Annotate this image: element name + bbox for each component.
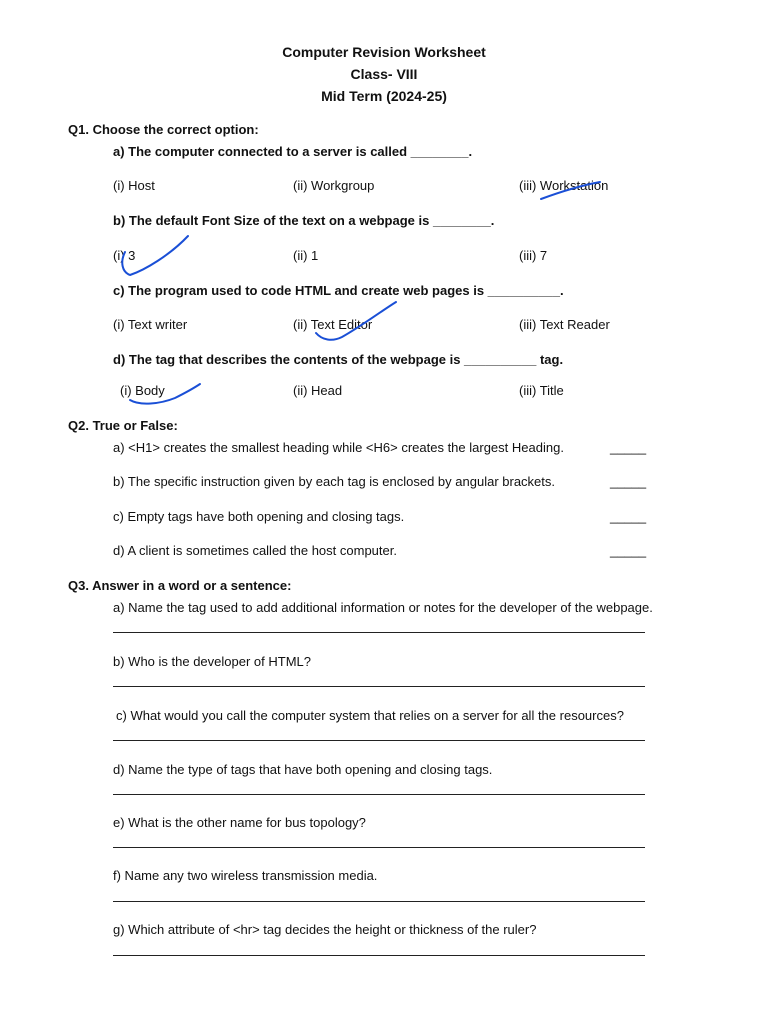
q1d-option-2: (ii) Head [293,383,343,398]
q3d-answer-line[interactable] [113,794,645,795]
q1d-option-3: (iii) Title [519,383,564,398]
q2a-answer-blank[interactable]: _____ [610,440,647,455]
q3g-answer-line[interactable] [113,955,645,956]
q1b-option-1: (i) 3 [113,248,136,263]
q1c-question: c) The program used to code HTML and create web pages is __________. [113,283,564,298]
q2d-statement: d) A client is sometimes called the host computer. [113,543,397,558]
q3b-question: b) Who is the developer of HTML? [113,654,311,669]
q3f-answer-line[interactable] [113,901,645,902]
q1b-option-2: (ii) 1 [293,248,319,263]
q2c-statement: c) Empty tags have both opening and closing tags. [113,509,405,524]
q3f-question: f) Name any two wireless transmission media. [113,868,378,883]
term-label: Mid Term (2024-25) [321,88,447,104]
q2b-statement: b) The specific instruction given by each tag is enclosed by angular brackets. [113,474,555,489]
q2a-statement: a) <H1> creates the smallest heading while <H6> creates the largest Heading. [113,440,564,455]
q3b-answer-line[interactable] [113,686,645,687]
q1c-option-2: (ii) Text Editor [293,317,373,332]
q2b-answer-blank[interactable]: _____ [610,474,647,489]
q1a-question: a) The computer connected to a server is called ________. [113,144,473,159]
q3a-question: a) Name the tag used to add additional information or notes for the developer of the webpage. [113,600,653,615]
q2d-answer-blank[interactable]: _____ [610,543,647,558]
q1-heading: Q1. Choose the correct option: [68,122,259,137]
q1b-question: b) The default Font Size of the text on a webpage is ________. [113,213,495,228]
q1a-option-1: (i) Host [113,178,155,193]
q3c-question: c) What would you call the computer system that relies on a server for all the resources? [116,708,624,723]
q3c-answer-line[interactable] [113,740,645,741]
q1c-option-1: (i) Text writer [113,317,188,332]
class-label: Class- VIII [350,66,418,82]
q2-heading: Q2. True or False: [68,418,178,433]
q1b-option-3: (iii) 7 [519,248,548,263]
q3d-question: d) Name the type of tags that have both opening and closing tags. [113,762,493,777]
q3a-answer-line[interactable] [113,632,645,633]
q3e-question: e) What is the other name for bus topology? [113,815,366,830]
q1d-question: d) The tag that describes the contents of the webpage is __________ tag. [113,352,564,367]
q1a-option-2: (ii) Workgroup [293,178,375,193]
q3-heading: Q3. Answer in a word or a sentence: [68,578,292,593]
q3e-answer-line[interactable] [113,847,645,848]
q1c-option-3: (iii) Text Reader [519,317,610,332]
q3g-question: g) Which attribute of <hr> tag decides the height or thickness of the ruler? [113,922,537,937]
q2c-answer-blank[interactable]: _____ [610,509,647,524]
worksheet-title: Computer Revision Worksheet [282,44,486,60]
q1a-option-3: (iii) Workstation [519,178,609,193]
q1d-option-1: (i) Body [120,383,165,398]
